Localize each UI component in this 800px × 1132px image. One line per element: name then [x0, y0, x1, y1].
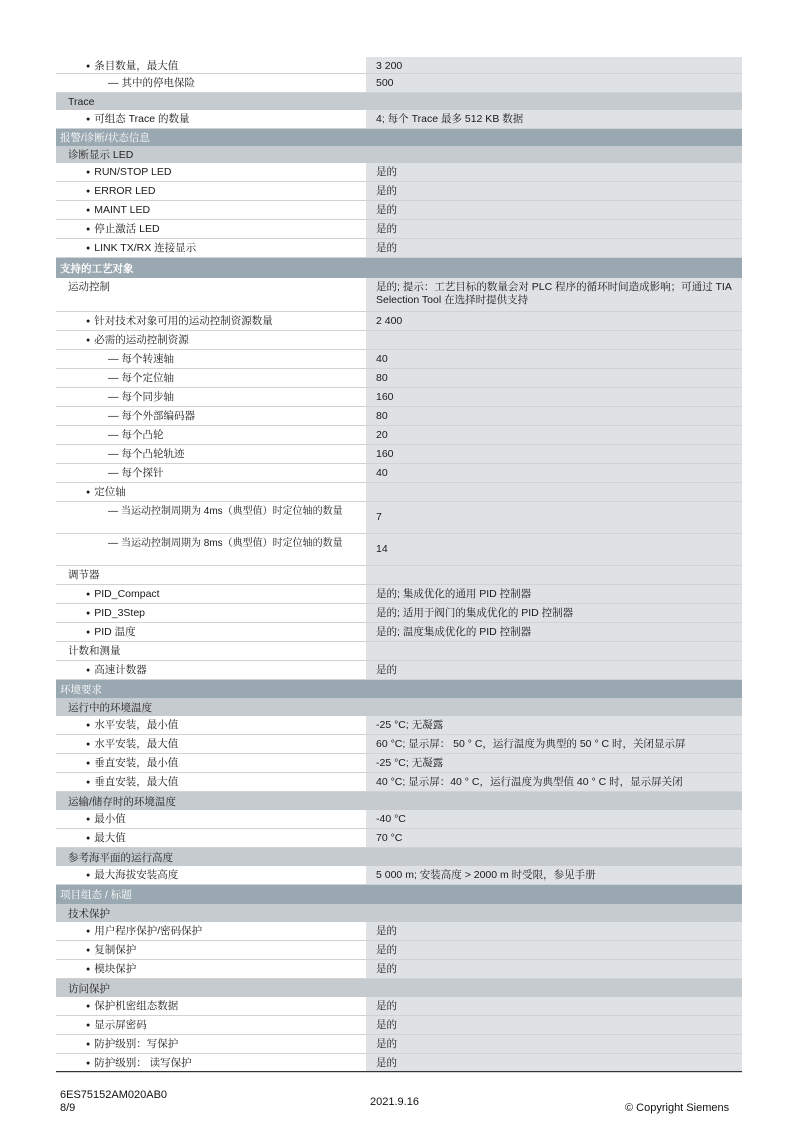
spec-value: 是的 — [376, 1057, 397, 1069]
spec-value: 是的 — [376, 944, 397, 956]
spec-label: ● 保护机密组态数据 — [86, 1000, 178, 1012]
spec-label: 运动控制 — [68, 281, 110, 293]
spec-label: ● 水平安装，最大值 — [86, 738, 178, 750]
subsection-header — [56, 792, 742, 810]
spec-label: ● MAINT LED — [86, 204, 150, 216]
section-title: 运行中的环境温度 — [68, 701, 152, 714]
section-title: 报警/诊断/状态信息 — [60, 132, 150, 144]
spec-label: ● 条目数量，最大值 — [86, 60, 178, 72]
spec-label: — 当运动控制周期为 4ms（典型值）时定位轴的数量 — [108, 506, 343, 517]
table-row — [56, 810, 742, 829]
spec-label: ● 水平安装，最小值 — [86, 719, 178, 731]
table-row — [56, 312, 742, 331]
spec-label: ● 防护级别：写保护 — [86, 1038, 178, 1050]
spec-value: 60 °C; 显示屏： 50 ° C，运行温度为典型的 50 ° C 时，关闭显示屏 — [376, 738, 686, 750]
spec-label: ● 停止激活 LED — [86, 223, 160, 235]
table-row — [56, 110, 742, 129]
spec-label: ● 可组态 Trace 的数量 — [86, 113, 190, 125]
spec-label: ● 复制保护 — [86, 944, 136, 956]
spec-label: ● 垂直安装，最大值 — [86, 776, 178, 788]
table-row — [56, 773, 742, 792]
spec-label: ● 防护级别： 读写保护 — [86, 1057, 192, 1069]
spec-value: 是的 — [376, 242, 397, 254]
table-row — [56, 464, 742, 483]
table-row — [56, 1016, 742, 1035]
spec-label: — 每个外部编码器 — [108, 410, 195, 422]
spec-label: ● 最大海拔安装高度 — [86, 869, 178, 881]
spec-label: ● 最小值 — [86, 813, 126, 825]
section-title: 项目组态 / 标题 — [60, 889, 132, 901]
spec-label: — 每个转速轴 — [108, 353, 174, 365]
spec-label: — 当运动控制周期为 8ms（典型值）时定位轴的数量 — [108, 538, 343, 549]
spec-label: ● PID_3Step — [86, 607, 145, 619]
spec-value: 2 400 — [376, 315, 403, 327]
table-row — [56, 426, 742, 445]
spec-label: ● RUN/STOP LED — [86, 166, 171, 178]
table-row — [56, 566, 742, 585]
subsection-header — [56, 848, 742, 866]
table-row — [56, 716, 742, 735]
spec-label: ● 模块保护 — [86, 963, 136, 975]
spec-value: 70 °C — [376, 832, 403, 844]
table-row — [56, 960, 742, 979]
spec-label: ● 定位轴 — [86, 486, 126, 498]
table-row — [56, 220, 742, 239]
spec-value: 是的; 集成优化的通用 PID 控制器 — [376, 588, 532, 600]
table-row — [56, 534, 742, 566]
spec-label: ● LINK TX/RX 连接显示 — [86, 242, 196, 254]
table-row — [56, 941, 742, 960]
subsection-header — [56, 93, 742, 110]
table-row — [56, 278, 742, 312]
table-row — [56, 57, 742, 74]
spec-value: -40 °C — [376, 813, 406, 825]
section-header — [56, 680, 742, 698]
spec-value: 80 — [376, 410, 388, 422]
footer-divider — [56, 1071, 742, 1072]
section-header — [56, 885, 742, 904]
table-row — [56, 182, 742, 201]
spec-value: 是的 — [376, 664, 397, 676]
spec-label: ● 垂直安装，最小值 — [86, 757, 178, 769]
section-header — [56, 129, 742, 146]
subsection-header — [56, 698, 742, 716]
spec-value: 4; 每个 Trace 最多 512 KB 数据 — [376, 113, 524, 125]
section-title: 技术保护 — [68, 907, 110, 920]
table-row — [56, 407, 742, 426]
table-row — [56, 502, 742, 534]
spec-value: 是的 — [376, 925, 397, 937]
table-row — [56, 239, 742, 258]
spec-value: -25 °C; 无凝露 — [376, 719, 444, 731]
spec-label: — 每个定位轴 — [108, 372, 174, 384]
spec-value: 是的 — [376, 1000, 397, 1012]
spec-label: — 每个凸轮 — [108, 429, 164, 441]
spec-label: ● 显示屏密码 — [86, 1019, 147, 1031]
footer-copyright: © Copyright Siemens — [625, 1102, 730, 1114]
spec-label: — 每个同步轴 — [108, 391, 174, 403]
spec-label: ● ERROR LED — [86, 185, 156, 197]
table-row — [56, 585, 742, 604]
table-row — [56, 997, 742, 1016]
spec-value: 是的 — [376, 1019, 397, 1031]
table-row — [56, 369, 742, 388]
page-number: 8/9 — [60, 1102, 76, 1114]
table-row — [56, 604, 742, 623]
table-row — [56, 445, 742, 464]
spec-value: 160 — [376, 391, 394, 403]
spec-value: 是的 — [376, 204, 397, 216]
spec-value: 160 — [376, 448, 394, 460]
spec-label: 计数和测量 — [68, 645, 121, 657]
table-row — [56, 163, 742, 182]
spec-label: ● 针对技术对象可用的运动控制资源数量 — [86, 315, 273, 327]
table-row — [56, 483, 742, 502]
table-row — [56, 1035, 742, 1054]
spec-label: — 每个凸轮轨迹 — [108, 448, 185, 460]
spec-value: 是的 — [376, 223, 397, 235]
table-row — [56, 922, 742, 941]
spec-value: 3 200 — [376, 60, 403, 72]
subsection-header — [56, 979, 742, 997]
section-header — [56, 258, 742, 278]
section-title: Trace — [68, 95, 95, 108]
spec-value: 40 — [376, 353, 388, 365]
spec-value: 20 — [376, 429, 388, 441]
table-row — [56, 74, 742, 93]
section-title: 参考海平面的运行高度 — [68, 851, 173, 864]
section-title: 支持的工艺对象 — [60, 262, 134, 275]
spec-label: ● PID_Compact — [86, 588, 160, 600]
spec-value: 是的 — [376, 185, 397, 197]
spec-label: — 其中的停电保险 — [108, 77, 195, 89]
subsection-header — [56, 904, 742, 922]
spec-label: ● 用户程序保护/密码保护 — [86, 925, 202, 937]
table-row — [56, 661, 742, 680]
spec-value: 80 — [376, 372, 388, 384]
spec-label: ● PID 温度 — [86, 626, 136, 638]
spec-value: 是的; 适用于阀门的集成优化的 PID 控制器 — [376, 607, 574, 619]
section-title: 运输/储存时的环境温度 — [68, 795, 176, 808]
table-row — [56, 388, 742, 407]
spec-value: 14 — [376, 543, 388, 555]
spec-value: 是的; 提示：工艺目标的数量会对 PLC 程序的循环时间造成影响；可通过 TIA Selection Tool 在选择时提供支持 — [376, 281, 732, 306]
spec-value: -25 °C; 无凝露 — [376, 757, 444, 769]
spec-value: 500 — [376, 77, 394, 89]
table-row — [56, 866, 742, 885]
table-row — [56, 735, 742, 754]
order-number: 6ES75152AM020AB0 — [60, 1089, 168, 1101]
spec-label: ● 最大值 — [86, 832, 126, 844]
footer-date: 2021.9.16 — [370, 1096, 419, 1108]
spec-value: 是的; 温度集成优化的 PID 控制器 — [376, 626, 532, 638]
spec-value: 40 °C; 显示屏：40 ° C，运行温度为典型值 40 ° C 时，显示屏关闭 — [376, 776, 683, 788]
spec-label: — 每个探针 — [108, 467, 164, 479]
table-row — [56, 350, 742, 369]
spec-value: 40 — [376, 467, 388, 479]
table-row — [56, 331, 742, 350]
spec-label: 调节器 — [68, 569, 100, 581]
spec-label: ● 高速计数器 — [86, 664, 147, 676]
spec-table — [56, 57, 742, 1073]
section-title: 访问保护 — [68, 982, 110, 995]
table-row — [56, 754, 742, 773]
subsection-header — [56, 146, 742, 163]
section-title: 诊断显示 LED — [68, 149, 134, 161]
table-row — [56, 623, 742, 642]
spec-value: 是的 — [376, 963, 397, 975]
spec-value: 是的 — [376, 1038, 397, 1050]
spec-value: 7 — [376, 511, 382, 523]
table-row — [56, 642, 742, 661]
section-title: 环境要求 — [60, 683, 102, 696]
spec-value: 5 000 m; 安装高度 > 2000 m 时受限，参见手册 — [376, 869, 596, 881]
table-row — [56, 201, 742, 220]
spec-label: ● 必需的运动控制资源 — [86, 334, 189, 346]
spec-value: 是的 — [376, 166, 397, 178]
table-row — [56, 829, 742, 848]
